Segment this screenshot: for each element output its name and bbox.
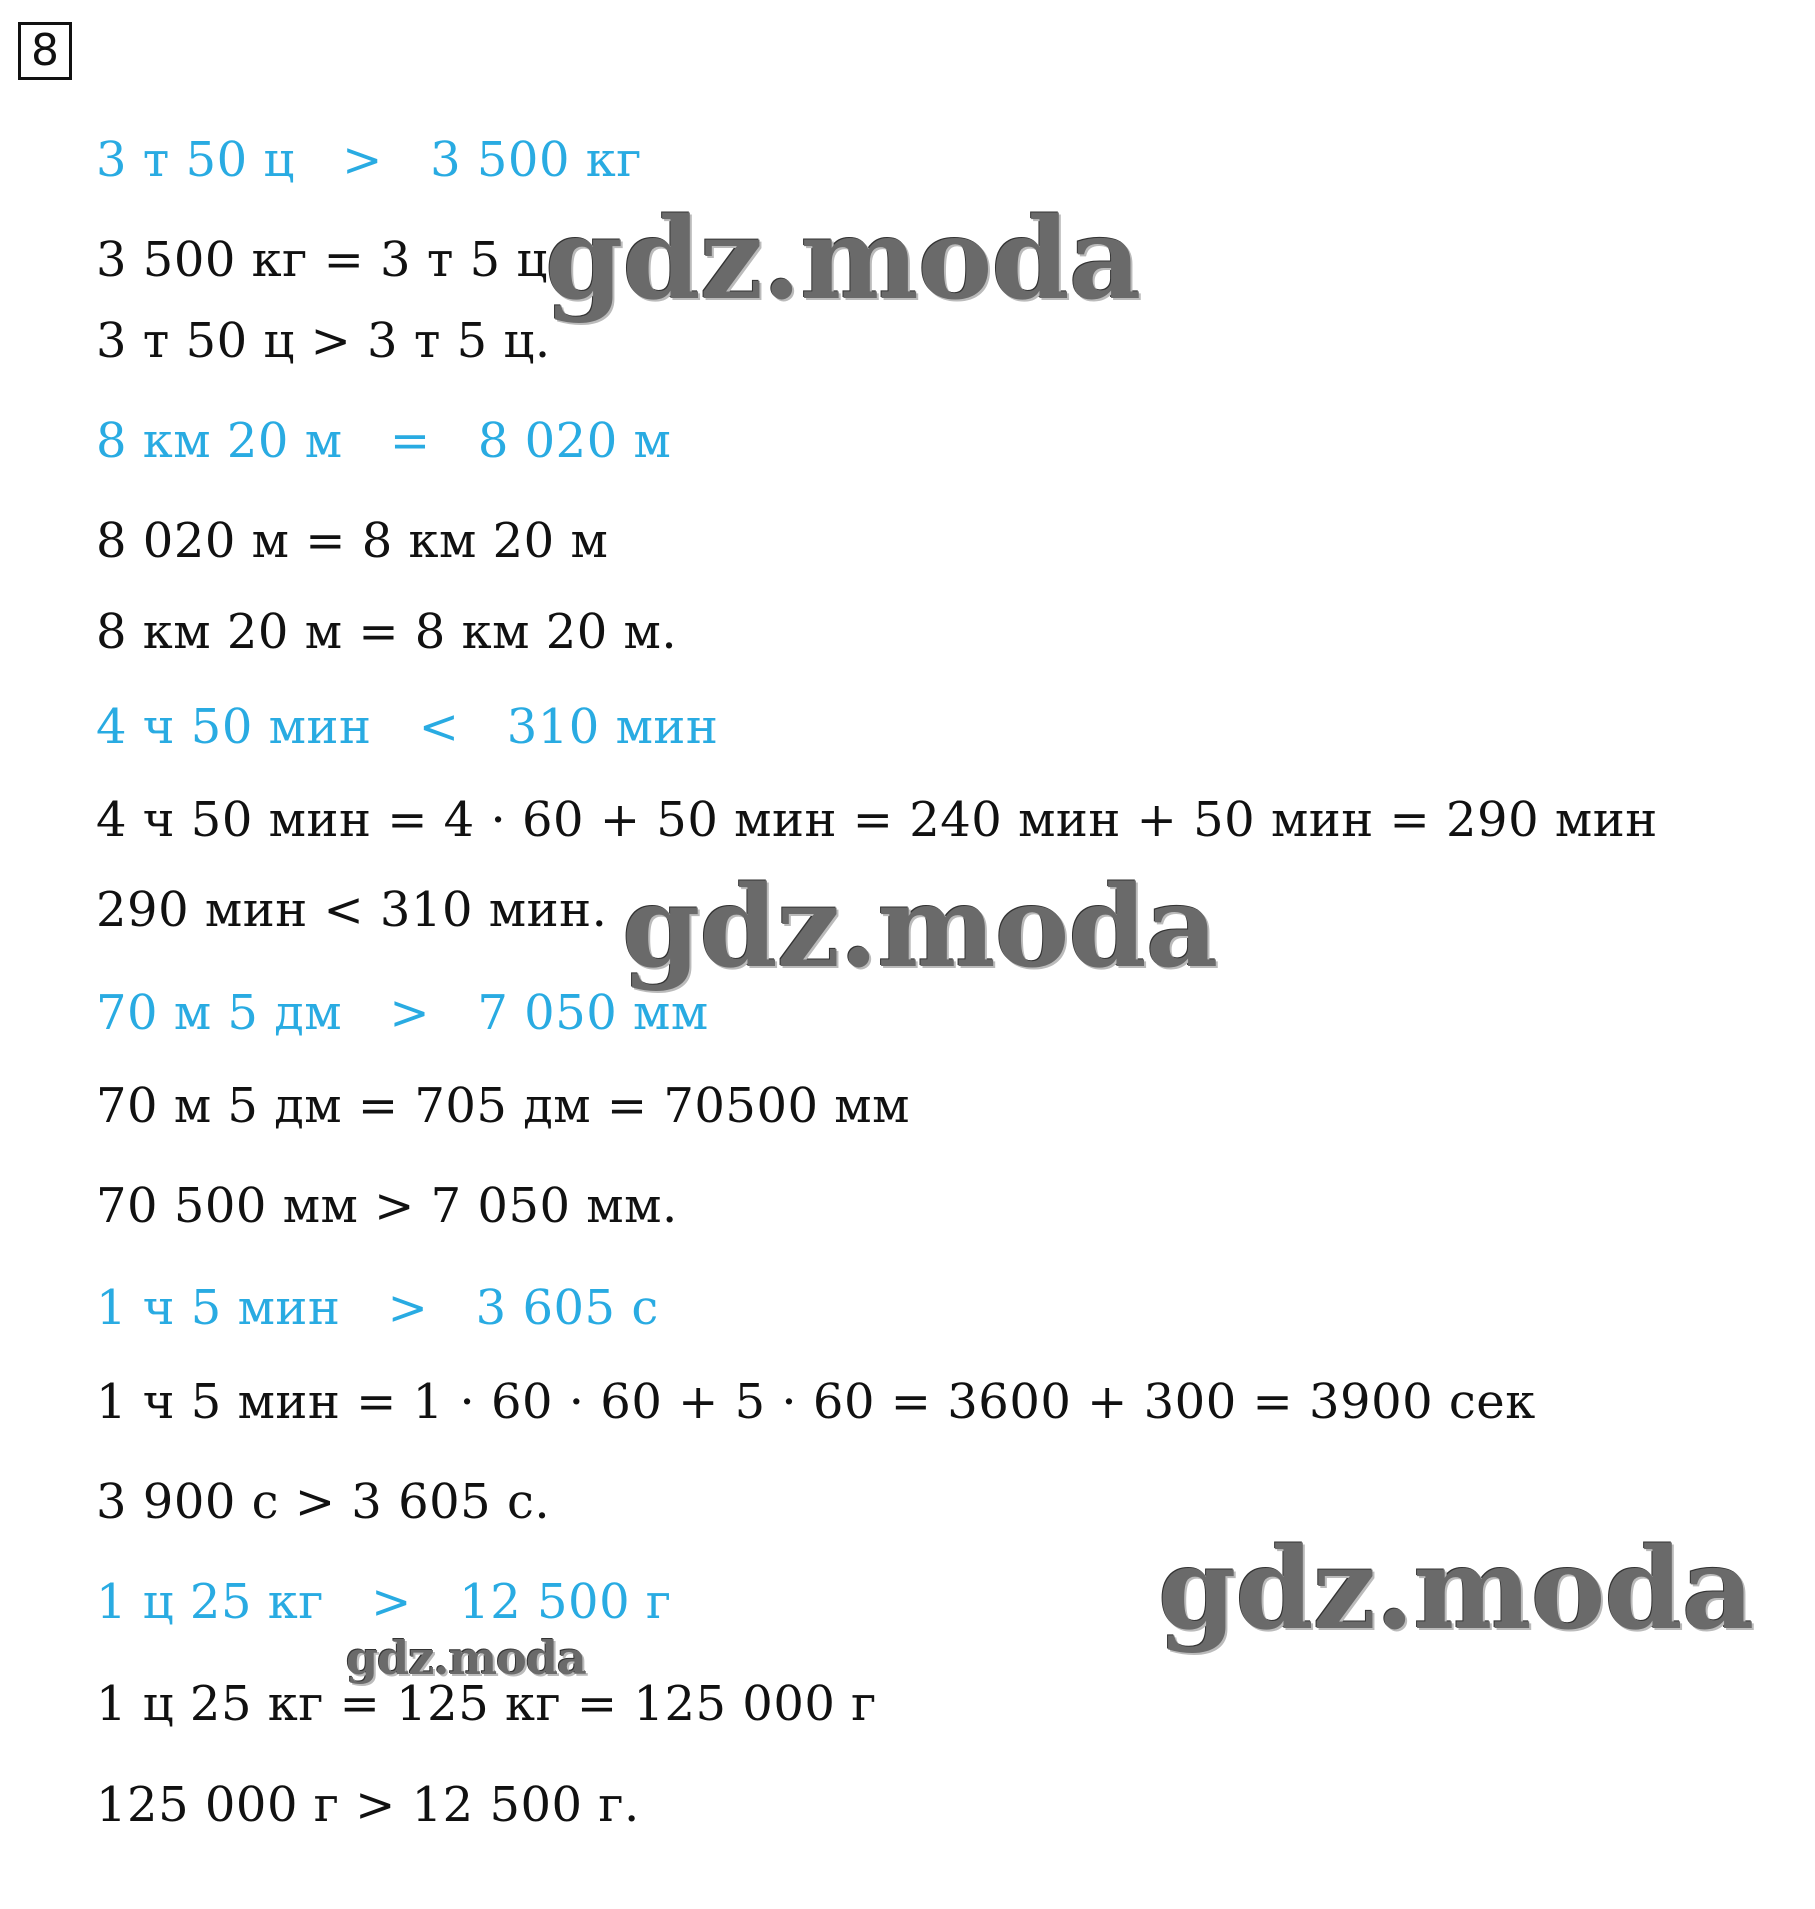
- problem-2-step-1: 8 020 м = 8 км 20 м: [96, 513, 609, 569]
- watermark-logo: gdz.moda: [1158, 1524, 1754, 1655]
- problem-3-step-2: 290 мин < 310 мин.: [96, 882, 608, 938]
- problem-1-step-2: 3 т 50 ц > 3 т 5 ц.: [96, 313, 551, 369]
- watermark-logo: gdz.moda: [622, 862, 1218, 993]
- problem-3-heading: 4 ч 50 мин < 310 мин: [96, 699, 719, 755]
- problem-4-step-1: 70 м 5 дм = 705 дм = 70500 мм: [96, 1078, 910, 1134]
- problem-1-step-1: 3 500 кг = 3 т 5 ц: [96, 232, 548, 288]
- task-number-box: 8: [18, 22, 72, 80]
- problem-1-heading: 3 т 50 ц > 3 500 кг: [96, 132, 642, 188]
- problem-3-step-1: 4 ч 50 мин = 4 · 60 + 50 мин = 240 мин + 50 мин = 290 мин: [96, 792, 1658, 848]
- problem-2-step-2: 8 км 20 м = 8 км 20 м.: [96, 604, 678, 660]
- problem-5-step-1: 1 ч 5 мин = 1 · 60 · 60 + 5 · 60 = 3600 + 300 = 3900 сек: [96, 1374, 1536, 1430]
- problem-6-step-1: 1 ц 25 кг = 125 кг = 125 000 г: [96, 1676, 877, 1732]
- problem-5-step-2: 3 900 с > 3 605 с.: [96, 1474, 551, 1530]
- problem-2-heading: 8 км 20 м = 8 020 м: [96, 413, 672, 469]
- problem-6-heading: 1 ц 25 кг > 12 500 г: [96, 1574, 672, 1630]
- problem-5-heading: 1 ч 5 мин > 3 605 с: [96, 1280, 659, 1336]
- problem-4-step-2: 70 500 мм > 7 050 мм.: [96, 1178, 678, 1234]
- problem-6-step-2: 125 000 г > 12 500 г.: [96, 1777, 640, 1833]
- watermark-logo: gdz.moda: [346, 1631, 586, 1685]
- problem-4-heading: 70 м 5 дм > 7 050 мм: [96, 985, 709, 1041]
- watermark-logo: gdz.moda: [545, 194, 1141, 325]
